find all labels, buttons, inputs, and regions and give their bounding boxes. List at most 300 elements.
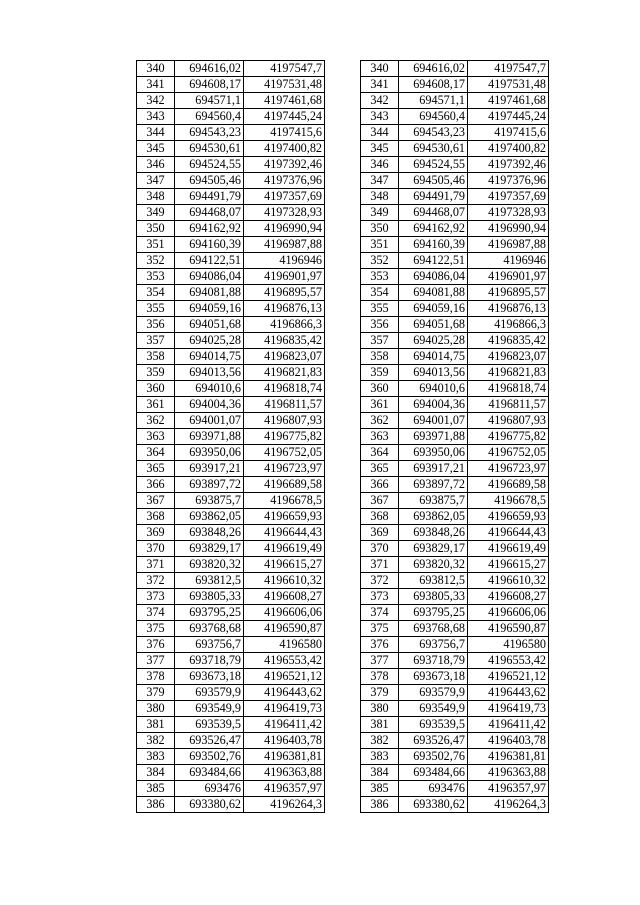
y-coordinate-cell: 4196807,93 — [244, 413, 325, 429]
table-row — [137, 701, 325, 717]
x-coordinate-cell: 693526,47 — [399, 733, 468, 749]
y-coordinate-cell: 4196818,74 — [244, 381, 325, 397]
point-number-cell: 356 — [137, 317, 175, 333]
y-coordinate-cell: 4196946 — [468, 253, 549, 269]
table-row — [137, 349, 325, 365]
y-coordinate-cell: 4196357,97 — [244, 781, 325, 797]
point-number-cell: 346 — [137, 157, 175, 173]
y-coordinate-cell: 4196807,93 — [468, 413, 549, 429]
point-number-cell: 375 — [361, 621, 399, 637]
point-number-cell: 372 — [361, 573, 399, 589]
y-coordinate-cell: 4196901,97 — [244, 269, 325, 285]
x-coordinate-cell: 693768,68 — [399, 621, 468, 637]
y-coordinate-cell: 4196775,82 — [468, 429, 549, 445]
table-row — [137, 285, 325, 301]
y-coordinate-cell: 4196723,97 — [468, 461, 549, 477]
point-number-cell: 374 — [137, 605, 175, 621]
y-coordinate-cell: 4196876,13 — [244, 301, 325, 317]
table-row — [361, 637, 549, 653]
table-row — [361, 557, 549, 573]
table-row — [137, 413, 325, 429]
x-coordinate-cell: 694051,68 — [399, 317, 468, 333]
y-coordinate-cell: 4197461,68 — [468, 93, 549, 109]
coordinates-table-left — [136, 60, 325, 813]
table-row — [137, 429, 325, 445]
x-coordinate-cell: 694160,39 — [399, 237, 468, 253]
point-number-cell: 355 — [361, 301, 399, 317]
table-row — [361, 365, 549, 381]
table-row — [361, 189, 549, 205]
point-number-cell: 366 — [137, 477, 175, 493]
y-coordinate-cell: 4196723,97 — [244, 461, 325, 477]
y-coordinate-cell: 4196990,94 — [468, 221, 549, 237]
table-row — [137, 445, 325, 461]
table-row — [361, 221, 549, 237]
table-row — [137, 477, 325, 493]
point-number-cell: 342 — [361, 93, 399, 109]
point-number-cell: 384 — [361, 765, 399, 781]
point-number-cell: 371 — [361, 557, 399, 573]
y-coordinate-cell: 4196411,42 — [244, 717, 325, 733]
x-coordinate-cell: 694013,56 — [175, 365, 244, 381]
table-row — [137, 589, 325, 605]
y-coordinate-cell: 4197400,82 — [468, 141, 549, 157]
x-coordinate-cell: 693539,5 — [175, 717, 244, 733]
table-row — [361, 173, 549, 189]
y-coordinate-cell: 4197547,7 — [468, 61, 549, 77]
point-number-cell: 361 — [361, 397, 399, 413]
x-coordinate-cell: 694160,39 — [175, 237, 244, 253]
x-coordinate-cell: 693579,9 — [399, 685, 468, 701]
y-coordinate-cell: 4196678,5 — [244, 493, 325, 509]
y-coordinate-cell: 4197415,6 — [244, 125, 325, 141]
y-coordinate-cell: 4196818,74 — [468, 381, 549, 397]
point-number-cell: 357 — [137, 333, 175, 349]
point-number-cell: 342 — [137, 93, 175, 109]
point-number-cell: 350 — [361, 221, 399, 237]
x-coordinate-cell: 694524,55 — [399, 157, 468, 173]
x-coordinate-cell: 694004,36 — [399, 397, 468, 413]
point-number-cell: 368 — [361, 509, 399, 525]
x-coordinate-cell: 693897,72 — [399, 477, 468, 493]
point-number-cell: 376 — [137, 637, 175, 653]
table-row — [361, 141, 549, 157]
table-row — [137, 365, 325, 381]
x-coordinate-cell: 693502,76 — [399, 749, 468, 765]
y-coordinate-cell: 4196821,83 — [468, 365, 549, 381]
point-number-cell: 364 — [137, 445, 175, 461]
x-coordinate-cell: 693848,26 — [399, 525, 468, 541]
y-coordinate-cell: 4196987,88 — [244, 237, 325, 253]
y-coordinate-cell: 4197357,69 — [244, 189, 325, 205]
table-row — [361, 653, 549, 669]
table-row — [361, 669, 549, 685]
x-coordinate-cell: 693756,7 — [399, 637, 468, 653]
y-coordinate-cell: 4196363,88 — [468, 765, 549, 781]
x-coordinate-cell: 694014,75 — [175, 349, 244, 365]
y-coordinate-cell: 4196521,12 — [244, 669, 325, 685]
x-coordinate-cell: 694059,16 — [175, 301, 244, 317]
point-number-cell: 358 — [137, 349, 175, 365]
point-number-cell: 386 — [137, 797, 175, 813]
y-coordinate-cell: 4197531,48 — [244, 77, 325, 93]
y-coordinate-cell: 4196590,87 — [244, 621, 325, 637]
table-row — [361, 285, 549, 301]
x-coordinate-cell: 693484,66 — [399, 765, 468, 781]
y-coordinate-cell: 4197328,93 — [468, 205, 549, 221]
table-row — [137, 573, 325, 589]
point-number-cell: 379 — [361, 685, 399, 701]
y-coordinate-cell: 4196419,73 — [244, 701, 325, 717]
point-number-cell: 367 — [137, 493, 175, 509]
point-number-cell: 344 — [137, 125, 175, 141]
point-number-cell: 380 — [361, 701, 399, 717]
point-number-cell: 348 — [137, 189, 175, 205]
table-row — [361, 621, 549, 637]
x-coordinate-cell: 694468,07 — [175, 205, 244, 221]
point-number-cell: 370 — [137, 541, 175, 557]
y-coordinate-cell: 4196381,81 — [244, 749, 325, 765]
y-coordinate-cell: 4196615,27 — [244, 557, 325, 573]
x-coordinate-cell: 693795,25 — [399, 605, 468, 621]
point-number-cell: 349 — [361, 205, 399, 221]
x-coordinate-cell: 693380,62 — [399, 797, 468, 813]
y-coordinate-cell: 4196811,57 — [468, 397, 549, 413]
point-number-cell: 349 — [137, 205, 175, 221]
x-coordinate-cell: 694081,88 — [399, 285, 468, 301]
table-row — [137, 61, 325, 77]
x-coordinate-cell: 694122,51 — [175, 253, 244, 269]
y-coordinate-cell: 4196811,57 — [244, 397, 325, 413]
y-coordinate-cell: 4197392,46 — [468, 157, 549, 173]
x-coordinate-cell: 694025,28 — [175, 333, 244, 349]
x-coordinate-cell: 694086,04 — [175, 269, 244, 285]
table-row — [137, 749, 325, 765]
table-row — [361, 781, 549, 797]
table-row — [137, 93, 325, 109]
y-coordinate-cell: 4196521,12 — [468, 669, 549, 685]
y-coordinate-cell: 4196823,07 — [244, 349, 325, 365]
point-number-cell: 363 — [137, 429, 175, 445]
table-row — [137, 461, 325, 477]
y-coordinate-cell: 4196990,94 — [244, 221, 325, 237]
x-coordinate-cell: 693502,76 — [175, 749, 244, 765]
y-coordinate-cell: 4197376,96 — [244, 173, 325, 189]
x-coordinate-cell: 694468,07 — [399, 205, 468, 221]
table-row — [137, 669, 325, 685]
point-number-cell: 361 — [137, 397, 175, 413]
table-row — [137, 141, 325, 157]
point-number-cell: 359 — [361, 365, 399, 381]
table-row — [137, 381, 325, 397]
x-coordinate-cell: 693917,21 — [399, 461, 468, 477]
x-coordinate-cell: 693539,5 — [399, 717, 468, 733]
y-coordinate-cell: 4196866,3 — [244, 317, 325, 333]
table-row — [361, 253, 549, 269]
x-coordinate-cell: 693805,33 — [175, 589, 244, 605]
x-coordinate-cell: 693971,88 — [399, 429, 468, 445]
x-coordinate-cell: 693897,72 — [175, 477, 244, 493]
x-coordinate-cell: 694560,4 — [175, 109, 244, 125]
x-coordinate-cell: 693484,66 — [175, 765, 244, 781]
x-coordinate-cell: 694013,56 — [399, 365, 468, 381]
y-coordinate-cell: 4196678,5 — [468, 493, 549, 509]
y-coordinate-cell: 4196946 — [244, 253, 325, 269]
x-coordinate-cell: 693820,32 — [399, 557, 468, 573]
y-coordinate-cell: 4196381,81 — [468, 749, 549, 765]
point-number-cell: 356 — [361, 317, 399, 333]
y-coordinate-cell: 4196615,27 — [468, 557, 549, 573]
table-row — [137, 333, 325, 349]
x-coordinate-cell: 693718,79 — [175, 653, 244, 669]
point-number-cell: 343 — [137, 109, 175, 125]
point-number-cell: 368 — [137, 509, 175, 525]
x-coordinate-cell: 693950,06 — [399, 445, 468, 461]
point-number-cell: 377 — [361, 653, 399, 669]
x-coordinate-cell: 693549,9 — [399, 701, 468, 717]
x-coordinate-cell: 693718,79 — [399, 653, 468, 669]
x-coordinate-cell: 693875,7 — [175, 493, 244, 509]
coordinates-table-right — [360, 60, 549, 813]
point-number-cell: 340 — [361, 61, 399, 77]
table-row — [137, 797, 325, 813]
point-number-cell: 354 — [361, 285, 399, 301]
table-row — [137, 653, 325, 669]
x-coordinate-cell: 694010,6 — [175, 381, 244, 397]
y-coordinate-cell: 4197531,48 — [468, 77, 549, 93]
table-row — [361, 93, 549, 109]
point-number-cell: 378 — [361, 669, 399, 685]
y-coordinate-cell: 4196644,43 — [468, 525, 549, 541]
point-number-cell: 343 — [361, 109, 399, 125]
point-number-cell: 382 — [361, 733, 399, 749]
x-coordinate-cell: 694505,46 — [175, 173, 244, 189]
table-row — [361, 733, 549, 749]
point-number-cell: 351 — [137, 237, 175, 253]
y-coordinate-cell: 4196659,93 — [468, 509, 549, 525]
point-number-cell: 386 — [361, 797, 399, 813]
point-number-cell: 341 — [361, 77, 399, 93]
table-row — [361, 509, 549, 525]
x-coordinate-cell: 694571,1 — [399, 93, 468, 109]
table-row — [361, 317, 549, 333]
point-number-cell: 340 — [137, 61, 175, 77]
point-number-cell: 353 — [137, 269, 175, 285]
table-row — [137, 685, 325, 701]
x-coordinate-cell: 693805,33 — [399, 589, 468, 605]
y-coordinate-cell: 4196363,88 — [244, 765, 325, 781]
point-number-cell: 385 — [137, 781, 175, 797]
x-coordinate-cell: 694530,61 — [175, 141, 244, 157]
point-number-cell: 374 — [361, 605, 399, 621]
y-coordinate-cell: 4196590,87 — [468, 621, 549, 637]
x-coordinate-cell: 694616,02 — [399, 61, 468, 77]
y-coordinate-cell: 4197357,69 — [468, 189, 549, 205]
y-coordinate-cell: 4196608,27 — [468, 589, 549, 605]
point-number-cell: 341 — [137, 77, 175, 93]
point-number-cell: 381 — [361, 717, 399, 733]
table-row — [361, 685, 549, 701]
point-number-cell: 384 — [137, 765, 175, 781]
x-coordinate-cell: 694081,88 — [175, 285, 244, 301]
table-row — [137, 317, 325, 333]
y-coordinate-cell: 4196866,3 — [468, 317, 549, 333]
x-coordinate-cell: 694001,07 — [399, 413, 468, 429]
point-number-cell: 369 — [361, 525, 399, 541]
x-coordinate-cell: 694004,36 — [175, 397, 244, 413]
y-coordinate-cell: 4196895,57 — [468, 285, 549, 301]
y-coordinate-cell: 4196752,05 — [244, 445, 325, 461]
point-number-cell: 354 — [137, 285, 175, 301]
table-row — [361, 269, 549, 285]
table-row — [361, 413, 549, 429]
y-coordinate-cell: 4196644,43 — [244, 525, 325, 541]
point-number-cell: 346 — [361, 157, 399, 173]
table-row — [361, 77, 549, 93]
table-row — [137, 397, 325, 413]
x-coordinate-cell: 693917,21 — [175, 461, 244, 477]
table-row — [361, 61, 549, 77]
y-coordinate-cell: 4197445,24 — [244, 109, 325, 125]
table-row — [137, 157, 325, 173]
y-coordinate-cell: 4197461,68 — [244, 93, 325, 109]
table-row — [137, 125, 325, 141]
table-row — [361, 205, 549, 221]
point-number-cell: 363 — [361, 429, 399, 445]
y-coordinate-cell: 4196357,97 — [468, 781, 549, 797]
table-row — [361, 749, 549, 765]
point-number-cell: 379 — [137, 685, 175, 701]
table-row — [361, 765, 549, 781]
point-number-cell: 369 — [137, 525, 175, 541]
x-coordinate-cell: 693950,06 — [175, 445, 244, 461]
y-coordinate-cell: 4196987,88 — [468, 237, 549, 253]
x-coordinate-cell: 693380,62 — [175, 797, 244, 813]
table-row — [137, 605, 325, 621]
table-row — [361, 589, 549, 605]
y-coordinate-cell: 4196553,42 — [244, 653, 325, 669]
x-coordinate-cell: 693526,47 — [175, 733, 244, 749]
y-coordinate-cell: 4196689,58 — [244, 477, 325, 493]
point-number-cell: 348 — [361, 189, 399, 205]
y-coordinate-cell: 4196403,78 — [468, 733, 549, 749]
x-coordinate-cell: 694543,23 — [175, 125, 244, 141]
table-row — [361, 381, 549, 397]
y-coordinate-cell: 4196775,82 — [244, 429, 325, 445]
table-row — [361, 397, 549, 413]
x-coordinate-cell: 693829,17 — [399, 541, 468, 557]
point-number-cell: 377 — [137, 653, 175, 669]
y-coordinate-cell: 4197400,82 — [244, 141, 325, 157]
y-coordinate-cell: 4196608,27 — [244, 589, 325, 605]
y-coordinate-cell: 4196752,05 — [468, 445, 549, 461]
table-row — [361, 349, 549, 365]
x-coordinate-cell: 694162,92 — [175, 221, 244, 237]
point-number-cell: 357 — [361, 333, 399, 349]
x-coordinate-cell: 694491,79 — [175, 189, 244, 205]
point-number-cell: 383 — [137, 749, 175, 765]
point-number-cell: 347 — [361, 173, 399, 189]
x-coordinate-cell: 693812,5 — [175, 573, 244, 589]
point-number-cell: 359 — [137, 365, 175, 381]
x-coordinate-cell: 694571,1 — [175, 93, 244, 109]
x-coordinate-cell: 694001,07 — [175, 413, 244, 429]
table-row — [137, 781, 325, 797]
point-number-cell: 367 — [361, 493, 399, 509]
table-row — [361, 157, 549, 173]
point-number-cell: 370 — [361, 541, 399, 557]
point-number-cell: 383 — [361, 749, 399, 765]
table-row — [137, 205, 325, 221]
y-coordinate-cell: 4196821,83 — [244, 365, 325, 381]
table-row — [137, 493, 325, 509]
y-coordinate-cell: 4196659,93 — [244, 509, 325, 525]
table-row — [137, 509, 325, 525]
table-row — [361, 525, 549, 541]
point-number-cell: 360 — [361, 381, 399, 397]
x-coordinate-cell: 694025,28 — [399, 333, 468, 349]
y-coordinate-cell: 4197547,7 — [244, 61, 325, 77]
point-number-cell: 385 — [361, 781, 399, 797]
y-coordinate-cell: 4197445,24 — [468, 109, 549, 125]
point-number-cell: 345 — [137, 141, 175, 157]
x-coordinate-cell: 694014,75 — [399, 349, 468, 365]
y-coordinate-cell: 4196895,57 — [244, 285, 325, 301]
x-coordinate-cell: 694491,79 — [399, 189, 468, 205]
table-row — [361, 493, 549, 509]
table-row — [137, 717, 325, 733]
table-row — [137, 301, 325, 317]
y-coordinate-cell: 4196835,42 — [244, 333, 325, 349]
point-number-cell: 352 — [137, 253, 175, 269]
y-coordinate-cell: 4196443,62 — [244, 685, 325, 701]
y-coordinate-cell: 4196619,49 — [244, 541, 325, 557]
y-coordinate-cell: 4196823,07 — [468, 349, 549, 365]
x-coordinate-cell: 694616,02 — [175, 61, 244, 77]
x-coordinate-cell: 693673,18 — [175, 669, 244, 685]
x-coordinate-cell: 693875,7 — [399, 493, 468, 509]
point-number-cell: 365 — [137, 461, 175, 477]
y-coordinate-cell: 4196264,3 — [244, 797, 325, 813]
x-coordinate-cell: 693756,7 — [175, 637, 244, 653]
x-coordinate-cell: 694162,92 — [399, 221, 468, 237]
point-number-cell: 353 — [361, 269, 399, 285]
table-row — [361, 461, 549, 477]
table-row — [137, 525, 325, 541]
x-coordinate-cell: 694505,46 — [399, 173, 468, 189]
point-number-cell: 378 — [137, 669, 175, 685]
x-coordinate-cell: 693862,05 — [399, 509, 468, 525]
point-number-cell: 382 — [137, 733, 175, 749]
table-row — [361, 429, 549, 445]
table-row — [361, 541, 549, 557]
y-coordinate-cell: 4196835,42 — [468, 333, 549, 349]
table-row — [361, 125, 549, 141]
y-coordinate-cell: 4196553,42 — [468, 653, 549, 669]
x-coordinate-cell: 693862,05 — [175, 509, 244, 525]
table-row — [361, 701, 549, 717]
point-number-cell: 372 — [137, 573, 175, 589]
y-coordinate-cell: 4196619,49 — [468, 541, 549, 557]
y-coordinate-cell: 4197415,6 — [468, 125, 549, 141]
y-coordinate-cell: 4197328,93 — [244, 205, 325, 221]
y-coordinate-cell: 4196606,06 — [244, 605, 325, 621]
y-coordinate-cell: 4197392,46 — [244, 157, 325, 173]
point-number-cell: 347 — [137, 173, 175, 189]
x-coordinate-cell: 693820,32 — [175, 557, 244, 573]
table-row — [361, 605, 549, 621]
coordinates-table-body — [137, 61, 325, 813]
